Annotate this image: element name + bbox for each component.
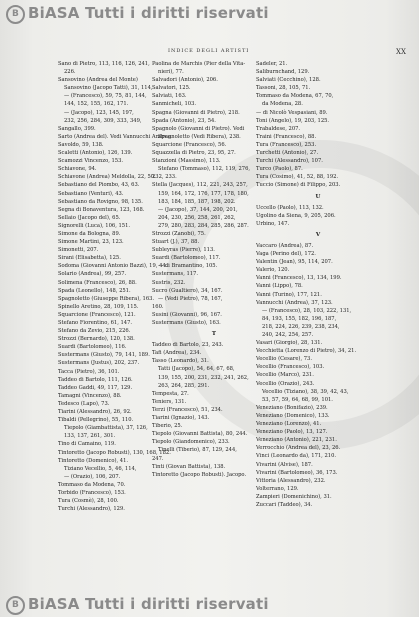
index-entry: 279, 280, 283, 284, 285, 286, 287. bbox=[158, 222, 249, 229]
index-entry: 53, 57, 59, 64, 68, 99, 101. bbox=[262, 396, 333, 403]
index-entry: Tura (Cosimo), 41, 52, 88, 192. bbox=[256, 174, 339, 181]
index-entry: Sansovino (Andrea del Monte) bbox=[58, 77, 138, 84]
index-entry: Toni (Angelo), 19, 203, 125. bbox=[256, 117, 330, 124]
index-entry: nieri), 77. bbox=[158, 69, 184, 76]
index-entry: Tiarini (Alessandro), 26, 92. bbox=[58, 409, 132, 416]
index-entry: Squarcione (Francesco), 56. bbox=[152, 141, 227, 148]
index-entry: Tino di Camaino, 119. bbox=[58, 441, 116, 448]
index-entry: Tiarini (Ignazio), 143. bbox=[152, 415, 210, 422]
index-entry: Squarcione (Francesco), 121. bbox=[58, 311, 136, 318]
index-entry: — (Francesco), 28, 103, 222, 131, bbox=[262, 307, 352, 314]
index-entry: Tuccio (Simone) di Filippo, 203. bbox=[256, 182, 341, 189]
index-entry: 263, 264, 285, 291. bbox=[158, 382, 210, 389]
index-entry: Spagnolo (Giovanni di Pietro). Vedi bbox=[152, 125, 245, 132]
watermark-banner-bottom bbox=[0, 593, 419, 617]
index-entry: — di Bramantino, 105. bbox=[158, 263, 218, 270]
index-entry: 247. bbox=[152, 455, 164, 462]
index-entry: Stefano da Zevio, 215, 226. bbox=[58, 328, 131, 335]
index-entry: Solimena (Francesco), 26, 88. bbox=[58, 279, 137, 286]
index-entry: Tintoretto (Jacopo Robusti). Jacopo. bbox=[152, 471, 247, 478]
index-entry: da Modena, 28. bbox=[262, 101, 303, 108]
index-entry: Sebastiano da Rovigno, 98, 135. bbox=[58, 198, 143, 205]
index-entry: Vecellio (Cesare), 73. bbox=[256, 356, 313, 363]
index-entry: Vecellio (Marco), 231. bbox=[256, 372, 314, 379]
index-entry: 84, 193, 155, 182, 196, 187, bbox=[262, 315, 337, 322]
index-entry: 240, 242, 254, 257. bbox=[262, 332, 314, 338]
biasa-logo-icon: B bbox=[6, 596, 25, 615]
index-entry: Turchetti (Antonio), 27. bbox=[256, 150, 319, 157]
index-entry: Sebastiano del Piombo, 43, 63. bbox=[58, 182, 140, 189]
index-entry: Segna di Bonaventura, 123, 168. bbox=[58, 206, 145, 213]
index-entry: Tinti (Giovan Battista), 138. bbox=[152, 463, 226, 470]
index-entry: Strozzi (Zanobi), 75. bbox=[152, 230, 206, 237]
index-entry: — (Jacopo), 37, 144, 200, 201, bbox=[158, 206, 238, 213]
index-entry: Tura (Cosmè), 28, 100. bbox=[58, 498, 119, 505]
index-entry: Salvadori (Antonio), 206. bbox=[152, 77, 218, 84]
index-entry: Sarto (Andrea del). Vedi Vannucchi Andrea. bbox=[58, 133, 173, 140]
index-entry: Solario (Andrea), 99, 257. bbox=[58, 271, 127, 278]
index-entry: Tiziano Vecellio, 5, 46, 114, bbox=[64, 465, 137, 472]
index-entry: 232, 256, 284, 309, 333, 349, bbox=[64, 117, 142, 124]
index-entry: Veneziano (Antonio), 221, 231. bbox=[256, 437, 337, 444]
page-number: XX bbox=[396, 48, 406, 56]
index-entry: 226. bbox=[64, 69, 76, 76]
index-entry: Vecellio (Orazio), 243. bbox=[256, 380, 315, 387]
index-section-letter: V bbox=[315, 231, 321, 238]
index-entry: Spinello Aretino, 28, 109, 115. bbox=[58, 303, 139, 310]
watermark-text: BiASA Tutti i diritti riservati bbox=[28, 4, 269, 22]
index-entry: Veneziano (Domenico), 133. bbox=[256, 412, 330, 419]
index-entry: Vaga (Perino del), 172. bbox=[256, 251, 316, 258]
index-entry: Tedesco (Lapo), 73. bbox=[58, 400, 110, 407]
index-entry: 204, 230, 256, 258, 261, 262, bbox=[158, 214, 236, 221]
index-entry: Sadeler, 21. bbox=[256, 61, 288, 67]
index-entry: Simone da Bologna, 89. bbox=[58, 230, 121, 237]
index-entry: Saliburnchand, 129. bbox=[256, 69, 310, 76]
index-entry: Tamagni (Vincenzo), 88. bbox=[58, 392, 122, 399]
index-column-right bbox=[256, 60, 380, 550]
index-entry: Tasso (Leonardo), 31. bbox=[152, 358, 209, 365]
index-entry: Sustermans (Giusto), 163. bbox=[152, 320, 221, 326]
index-entry: Scaletti (Antonio), 126, 139. bbox=[58, 150, 133, 157]
index-entry: Subleyras (Pierre), 113. bbox=[152, 247, 215, 254]
index-entry: Spagna (Giovanni di Pietro), 218. bbox=[152, 109, 240, 116]
index-entry: Sano di Pietro, 113, 116, 126, 241, bbox=[58, 61, 150, 67]
index-entry: Taddeo di Bartolo, 23, 243. bbox=[152, 342, 224, 349]
index-entry: Turco (Paolo), 87. bbox=[256, 166, 303, 173]
index-entry: Turchi (Alessandro), 129. bbox=[58, 506, 125, 513]
index-entry: Tintoretto (Jacopo Robusti), 130, 168, 182. bbox=[58, 449, 171, 456]
index-entry: Suardi (Bartolomeo), 117. bbox=[152, 255, 221, 262]
index-entry: Ugolino da Siena, 9, 205, 206. bbox=[256, 212, 336, 219]
index-entry: Sansovino (Jacopo Tatti), 31, 114, bbox=[64, 85, 153, 92]
index-entry: Salvatori, 125. bbox=[152, 85, 191, 92]
index-entry: Urbino, 147. bbox=[256, 220, 290, 227]
index-entry: 183, 184, 185, 187, 198, 202. bbox=[158, 198, 236, 205]
index-entry: Signorelli (Luca), 106, 151. bbox=[58, 222, 131, 229]
index-entry: Spada (Antonio), 23, 54. bbox=[152, 117, 216, 124]
index-entry: Suardi (Bartolomeo), 116. bbox=[58, 344, 127, 351]
index-entry: Traini (Francesco), 88. bbox=[256, 133, 317, 140]
index-entry: Tommaso da Modena, 67, 70, bbox=[256, 93, 334, 100]
index-entry: Schiavone (Andrea) Meldolla, 22, 50. bbox=[58, 174, 156, 181]
index-entry: Zuccari (Taddeo), 34. bbox=[256, 501, 313, 508]
index-entry: Sirani (Elisabetta), 125. bbox=[58, 255, 121, 262]
index-entry: 144, 152, 155, 162, 171. bbox=[64, 101, 129, 108]
index-entry: Spagnoletto (Vedi Ribera), 238. bbox=[158, 133, 241, 140]
index-entry: Tiepolo (Giandomenico), 233. bbox=[152, 439, 230, 446]
index-entry: Vecellio (Francesco), 103. bbox=[256, 364, 325, 371]
index-entry: Tassoni, 28, 105, 71. bbox=[256, 85, 311, 92]
index-entry: Salviati, 163. bbox=[152, 93, 187, 100]
index-entry: Veneziano (Lorenzo), 41. bbox=[256, 421, 322, 428]
index-entry: Tibaldi (Pellegrino), 55, 110. bbox=[58, 417, 134, 424]
index-entry: Trabaldese, 207. bbox=[256, 125, 301, 132]
index-entry: 232, 233. bbox=[152, 174, 177, 181]
index-entry: Uccello (Paolo), 113, 132. bbox=[256, 204, 324, 211]
index-entry: Tommaso da Modena, 70. bbox=[58, 481, 126, 488]
index-entry: 159, 164, 172, 176, 177, 178, 180, bbox=[158, 190, 249, 197]
index-entry: Vecellio (Tiziano), 38, 39, 42, 43, bbox=[262, 388, 349, 395]
index-entry: Tacca (Pietro), 36, 101. bbox=[58, 368, 120, 375]
index-entry: — (Francesco), 59, 75, 81, 144, bbox=[64, 93, 147, 100]
index-entry: 139, 155, 200, 231, 232, 241, 262, bbox=[158, 374, 249, 381]
index-entry: Tiberio, 25. bbox=[152, 423, 183, 430]
index-entry: Vanni (Francesco), 13, 134, 199. bbox=[256, 275, 342, 282]
index-entry: Vasari (Giorgio), 28, 131. bbox=[256, 340, 323, 347]
index-section-letter: U bbox=[315, 193, 321, 200]
index-entry: Sustris, 232. bbox=[152, 279, 186, 286]
index-entry: Tafi (Andrea), 234. bbox=[152, 350, 202, 357]
index-entry: Vivarini (Bartolomeo), 36, 173. bbox=[256, 469, 338, 476]
index-entry: Schiavone, 94. bbox=[58, 166, 97, 173]
index-entry: — (Orazio), 106, 207. bbox=[64, 473, 121, 480]
index-entry: Sebastiano (Venturi), 43. bbox=[58, 190, 124, 197]
index-entry: Spada (Leonello), 148, 251. bbox=[58, 287, 131, 294]
index-entry: Teniers, 131. bbox=[152, 398, 187, 405]
index-entry: Stefano Fiorentino, 61, 147. bbox=[58, 320, 133, 326]
index-entry: 133, 137, 261, 301. bbox=[64, 433, 116, 440]
index-entry: Sustermans (Justus), 202, 237. bbox=[58, 360, 140, 367]
index-entry: Stella (Jacques), 112, 221, 243, 257, bbox=[152, 182, 248, 189]
index-entry: Simonetti, 207. bbox=[58, 247, 99, 254]
index-entry: Sanmicheli, 103. bbox=[152, 101, 197, 108]
index-entry: Salviati (Cecchino), 128. bbox=[256, 77, 321, 84]
index-section-letter: T bbox=[211, 331, 217, 338]
index-entry: Tinelli (Tiberio), 87, 129, 244, bbox=[158, 447, 237, 454]
index-entry: Valerio, 120. bbox=[256, 267, 290, 274]
index-entry: Zampieri (Domenichino), 31. bbox=[256, 493, 332, 500]
index-entry: 160. bbox=[152, 303, 164, 310]
index-entry: Strozzi (Bernardo), 120, 138. bbox=[58, 336, 135, 343]
index-entry: Taddeo Gaddi, 49, 117, 129. bbox=[58, 384, 133, 391]
index-entry: Vanni (Lippo), 78. bbox=[256, 283, 303, 290]
biasa-logo-icon: B bbox=[6, 5, 25, 24]
index-entry: Taddeo di Bartolo, 111, 126. bbox=[58, 376, 133, 383]
index-entry: Stefano (Tommaso), 112, 119, 276, bbox=[158, 166, 251, 173]
index-entry: Paolina de Marchis (Pier della Vita- bbox=[152, 61, 246, 67]
index-entry: Squazzella di Pietro, 23, 95, 27. bbox=[152, 150, 236, 157]
index-entry: Turchi (Alessandro), 107. bbox=[256, 158, 323, 165]
index-entry: Valentin (Jean), 95, 114, 207. bbox=[256, 259, 333, 266]
index-entry: Tiepolo (Giambattista), 37, 126, bbox=[64, 425, 148, 432]
index-entry: Vannucchi (Andrea), 37, 123. bbox=[256, 299, 333, 306]
index-entry: — (Vedi Pietro), 78, 167, bbox=[158, 295, 223, 302]
index-entry: Susini (Giovanni), 96, 167. bbox=[152, 311, 222, 318]
index-entry: Vittoria (Alessandro), 232. bbox=[256, 477, 326, 484]
index-entry: — di Nicolò Vespasiani, 89. bbox=[256, 109, 328, 116]
index-entry: Veneziano (Paolo), 13, 127. bbox=[256, 429, 328, 436]
index-entry: Simone Martini, 23, 123. bbox=[58, 239, 124, 246]
index-entry: 218, 224, 226, 239, 238, 234, bbox=[262, 323, 340, 330]
index-entry: Sustermans (Giusto), 79, 141, 189. bbox=[58, 352, 150, 359]
index-entry: Vinci (Leonardo da), 171, 210. bbox=[256, 453, 337, 460]
index-entry: Spagnoletto (Giuseppe Ribera), 163. bbox=[58, 295, 155, 302]
index-entry: Sellaio (Jacopo del), 65. bbox=[58, 214, 121, 221]
index-entry: Sangallo, 399. bbox=[58, 125, 96, 132]
index-entry: Tura (Francesco), 253. bbox=[256, 141, 317, 148]
index-entry: Vanni (Turino), 177, 121. bbox=[256, 291, 322, 298]
index-entry: Sodoma (Giovanni Antonio Bazzi), 19, 44. bbox=[58, 263, 168, 270]
watermark-text: BiASA Tutti i diritti riservati bbox=[28, 595, 269, 613]
index-entry: Vaccaro (Andrea), 87. bbox=[256, 242, 314, 249]
index-entry: Sucro (Gualtiero), 34, 167. bbox=[152, 287, 223, 294]
index-entry: Tempesta, 27. bbox=[152, 390, 189, 397]
index-entry: Stanzioni (Massimo), 113. bbox=[152, 158, 221, 165]
index-entry: — (Jacopo), 123, 145, 197, bbox=[64, 109, 134, 116]
index-entry: Terzi (Francesco), 51, 234. bbox=[152, 406, 223, 413]
index-entry: Tintoretto (Domenico), 41. bbox=[58, 457, 129, 464]
index-entry: Vecchietta (Lorenzo di Pietro), 34, 21. bbox=[256, 348, 357, 355]
index-entry: Torbido (Francesco), 153. bbox=[58, 489, 126, 496]
index-entry: Savoldo, 59, 138. bbox=[58, 141, 104, 148]
index-entry: Veneziano (Bonifazio), 239. bbox=[256, 404, 328, 411]
index-entry: Tiepolo (Giovanni Battista), 80, 244. bbox=[152, 431, 248, 438]
running-head: INDICE DEGLI ARTISTI bbox=[168, 48, 250, 54]
index-entry: Vivarini (Alvise), 187. bbox=[256, 461, 313, 468]
index-entry: Tatti (Jacopo), 54, 64, 67, 68, bbox=[158, 366, 235, 373]
index-entry: Verrocchio (Andrea del), 23, 26. bbox=[256, 445, 341, 452]
watermark-banner-top bbox=[0, 2, 419, 26]
index-entry: Sustermans, 117. bbox=[152, 271, 199, 278]
index-entry: Stuart (J.), 37, 88. bbox=[152, 239, 200, 246]
index-entry: Volterrano, 129. bbox=[256, 485, 299, 492]
index-entry: Scamozzi Vincenzo, 153. bbox=[58, 158, 124, 165]
